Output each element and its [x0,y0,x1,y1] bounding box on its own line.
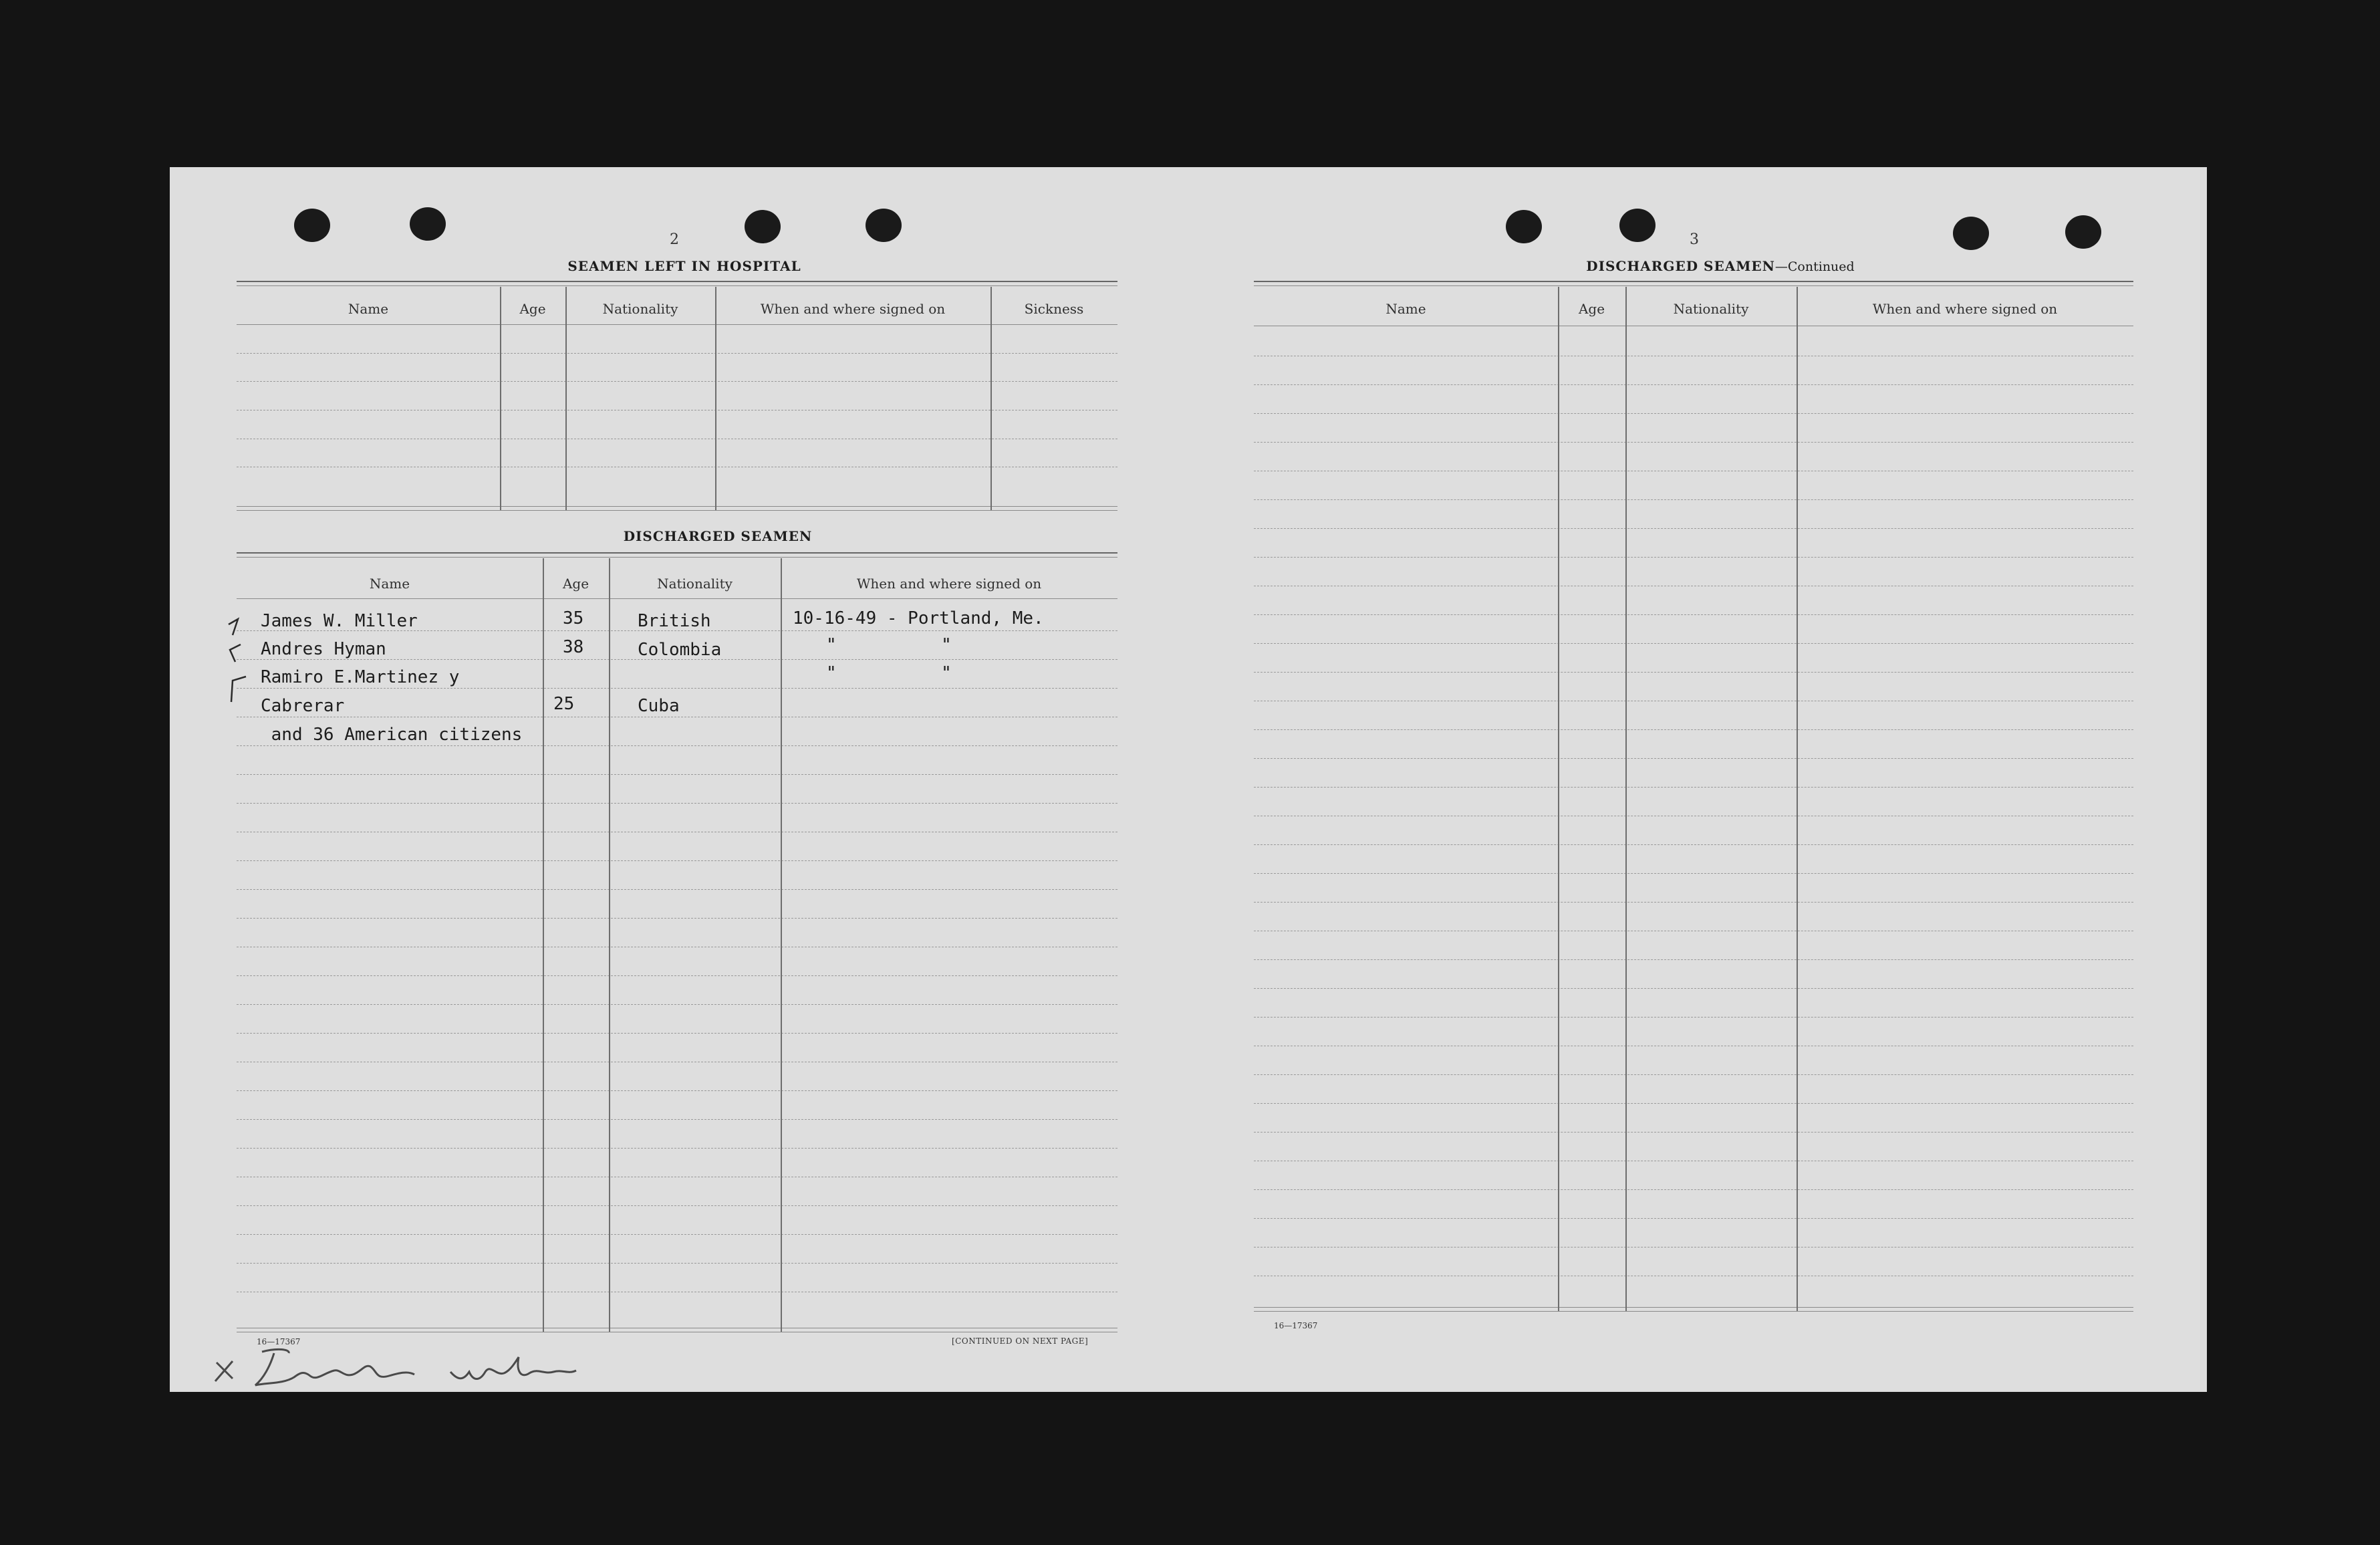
row-nationality: British [638,611,711,631]
discharged-table [237,552,1117,1338]
left-form-number: 16—17367 [257,1337,301,1346]
right-title-main: DISCHARGED SEAMEN [1586,258,1775,274]
row-signed-on: " " [826,635,952,655]
punch-hole [745,210,781,243]
continued-col-age: Age [1578,301,1605,317]
punch-hole [294,209,330,242]
continued-note: [CONTINUED ON NEXT PAGE] [952,1336,1089,1346]
row-name: Cabrerar [261,696,345,716]
row-name: James W. Miller [261,611,418,631]
row-nationality: Colombia [638,640,722,660]
right-section-title [1533,258,1907,274]
hospital-col-name: Name [348,301,389,317]
punch-hole [2065,215,2101,249]
row-age: 35 [563,608,584,628]
discharged-col-age: Age [562,576,589,592]
punch-hole [1506,210,1542,243]
hospital-section-title: SEAMEN LEFT IN HOSPITAL [567,258,801,274]
row-name: Ramiro E.Martinez y [261,667,460,687]
discharged-section-title: DISCHARGED SEAMEN [623,528,813,544]
row-age: 25 [553,694,575,714]
right-page-number: 3 [1690,231,1699,248]
discharged-col-nationality: Nationality [657,576,733,592]
document-spread [170,167,2207,1392]
row-nationality: Cuba [638,696,680,716]
discharged-col-signed-on: When and where signed on [856,576,1042,592]
row-signed-on: " " [826,663,952,683]
hospital-col-sickness: Sickness [1024,301,1084,317]
punch-hole [410,207,446,241]
punch-hole [1953,217,1989,250]
row-name: and 36 American citizens [261,725,523,745]
right-form-number: 16—17367 [1274,1321,1318,1330]
discharged-continued-table [1254,281,2133,1330]
continued-col-nationality: Nationality [1673,301,1749,317]
row-name: Andres Hyman [261,639,386,659]
continued-col-signed-on: When and where signed on [1872,301,2058,317]
punch-hole [866,209,902,242]
discharged-col-name: Name [369,576,410,592]
hospital-col-signed-on: When and where signed on [760,301,946,317]
right-title-suffix: —Continued [1774,259,1855,274]
punch-hole [1619,209,1656,242]
check-mark-icon [226,611,266,711]
row-signed-on: 10-16-49 - Portland, Me. [793,608,1044,628]
hospital-col-nationality: Nationality [602,301,678,317]
hospital-table [237,281,1117,515]
row-age: 38 [563,637,584,657]
hospital-col-age: Age [519,301,546,317]
handwritten-annotation [210,1344,651,1404]
left-page-number: 2 [670,231,679,248]
continued-col-name: Name [1385,301,1426,317]
